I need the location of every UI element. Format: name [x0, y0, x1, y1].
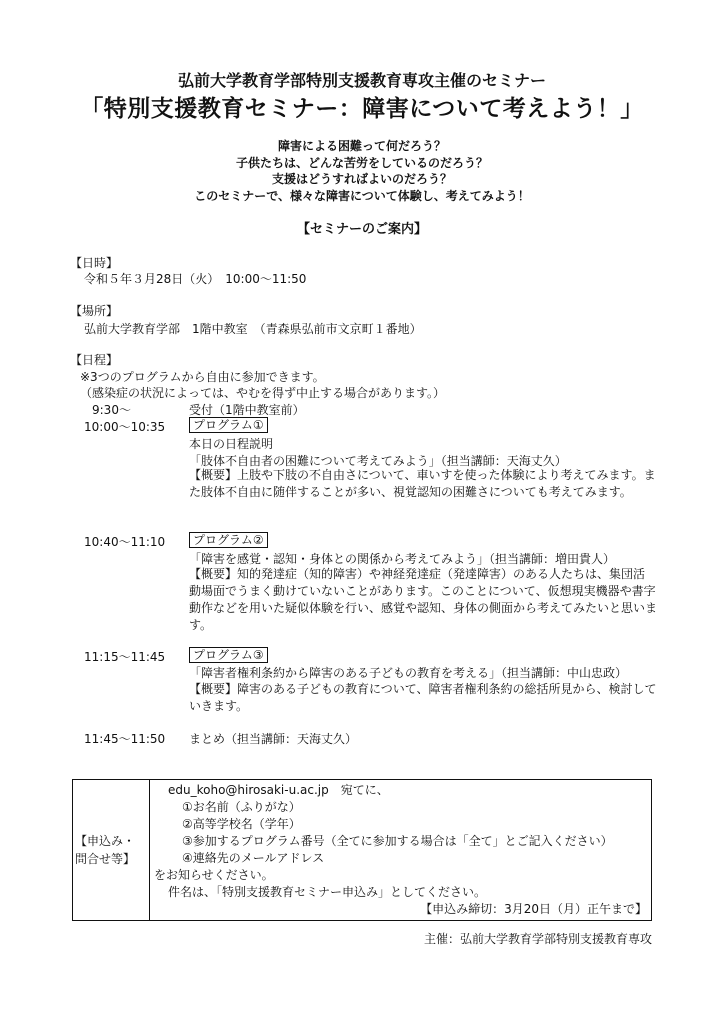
schedule-note: ※3つのプログラムから自由に参加できます。 — [80, 370, 325, 384]
schedule-note: （感染症の状況によっては、やむを得ず中止する場合があります。） — [80, 386, 446, 400]
date-value: 令和５年３月28日（火） 10:00～11:50 — [84, 272, 307, 286]
program-overview — [189, 681, 657, 715]
overview-text: 上肢や下肢の不自由さについて、車いすを使った体験により考えてみます。また肢体不自由に随伴することが多い、視覚認知の困難さについても考えてみます。 — [189, 468, 656, 499]
program-label-wrap — [189, 532, 268, 548]
place-heading: 【場所】 — [70, 304, 119, 318]
contact-item: ①お名前（ふりがな） — [182, 800, 301, 814]
contact-item: ④連絡先のメールアドレス — [182, 851, 325, 865]
program-lecture: 「肢体不自由者の困難について考えてみよう」（担当講師：天海丈久） — [189, 454, 567, 468]
overview-text: 障害のある子どもの教育について、障害者権利条約の総括所見から、検討していきます。 — [189, 682, 657, 713]
seminar-title: 「特別支援教育セミナー：障害について考えよう！」 — [80, 96, 644, 122]
closing-text: まとめ（担当講師：天海丈久） — [189, 732, 358, 746]
contact-label-line: 問合せ等】 — [75, 852, 136, 866]
program-lecture: 「障害者権利条約から障害のある子どもの教育を考える」（担当講師：中山忠政） — [189, 666, 628, 680]
overview-head: 【概要】 — [189, 682, 238, 696]
program-label: プログラム② — [189, 532, 268, 548]
organizer-subtitle: 弘前大学教育学部特別支援教育専攻主催のセミナー — [177, 71, 546, 90]
contact-deadline: 【申込み締切：3月20日（月）正午まで】 — [420, 902, 647, 916]
program-label-wrap — [189, 647, 268, 663]
contact-subject: 件名は、「特別支援教育セミナー申込み」としてください。 — [168, 885, 487, 899]
guide-heading: 【セミナーのご案内】 — [296, 222, 427, 237]
intro-text — [0, 138, 724, 204]
place-value: 弘前大学教育学部 1階中教室 （青森県弘前市文京町１番地） — [84, 322, 422, 336]
program-label: プログラム① — [189, 417, 268, 433]
program-time: 10:00～10:35 — [84, 420, 166, 434]
schedule-heading: 【日程】 — [70, 353, 119, 367]
program-lecture: 「障害を感覚・認知・身体との関係から考えてみよう」（担当講師：増田貴人） — [189, 552, 616, 566]
closing-time: 11:45～11:50 — [84, 732, 166, 746]
contact-notify: をお知らせください。 — [154, 868, 274, 882]
intro-line: 支援はどうすればよいのだろう？ — [271, 172, 452, 186]
contact-label — [73, 780, 150, 921]
contact-table — [72, 779, 652, 921]
overview-text: 知的発達症（知的障害）や神経発達症（発達障害）のある人たちは、集団活動場面でうまく動けていないことがあります。このことについて、仮想現実機器や書字動作などを用いた疑似体験を行い、感覚や認知、身体の側面から考えてみたいと思います。 — [189, 567, 658, 632]
program-time: 10:40～11:10 — [84, 535, 166, 549]
program-label: プログラム③ — [189, 647, 268, 663]
program-extra: 本日の日程説明 — [189, 437, 274, 451]
program-time: 11:15～11:45 — [84, 650, 166, 664]
contact-item: ③参加するプログラム番号（全てに参加する場合は「全て」とご記入ください） — [182, 834, 613, 848]
intro-line: 子供たちは、どんな苦労をしているのだろう？ — [235, 155, 488, 170]
program-overview — [189, 566, 657, 634]
overview-head: 【概要】 — [189, 468, 238, 482]
contact-body — [150, 780, 652, 921]
overview-head: 【概要】 — [189, 567, 238, 581]
reception-text: 受付（1階中教室前） — [189, 403, 305, 417]
intro-line: このセミナーで、様々な障害について体験し、考えてみよう！ — [194, 188, 530, 203]
intro-line: 障害による困難って何だろう？ — [277, 139, 446, 153]
footer-organizer: 主催：弘前大学教育学部特別支援教育専攻 — [423, 932, 652, 946]
program-overview — [189, 467, 657, 501]
reception-time: 9:30～ — [92, 403, 131, 417]
contact-email[interactable]: edu_koho@hirosaki-u.ac.jp 宛てに、 — [168, 783, 389, 797]
contact-item: ②高等学校名（学年） — [182, 817, 301, 831]
contact-label-line: 【申込み・ — [75, 834, 136, 848]
program-label-wrap — [189, 417, 268, 433]
date-heading: 【日時】 — [70, 256, 119, 270]
